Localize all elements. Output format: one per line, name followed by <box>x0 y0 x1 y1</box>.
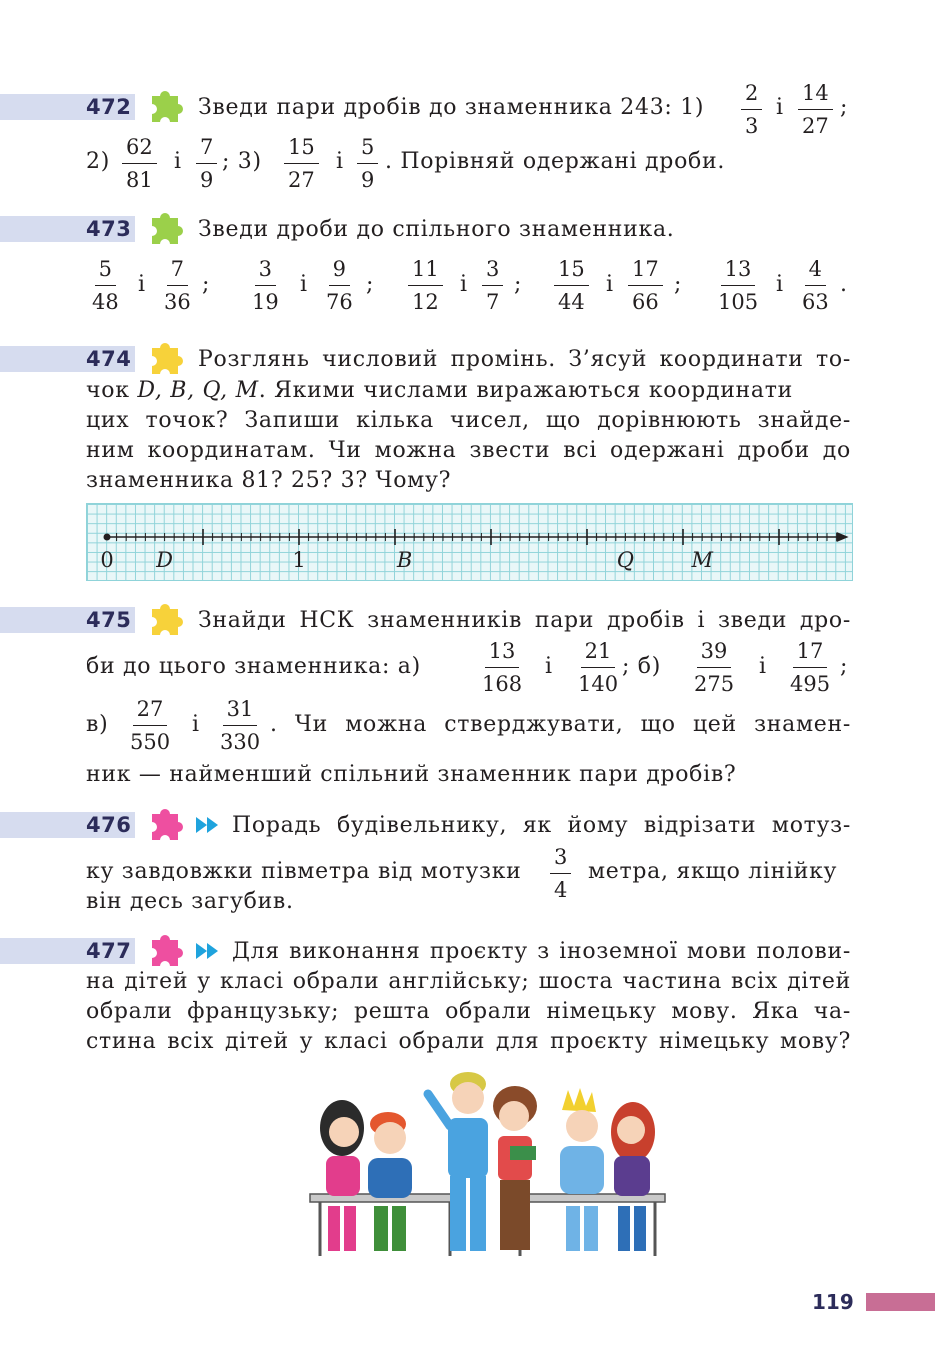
ray-point-label: B <box>396 548 413 572</box>
punctuation: ; <box>514 272 523 297</box>
fraction: $\frac{7}{9}$ <box>196 134 217 193</box>
task-472-line-2-end: . Порівняй одержані дроби. <box>385 149 726 174</box>
conjunction: і <box>545 654 553 679</box>
task-477-line-2: на дітей у класі обрали англійську; шоста частина всіх дітей <box>86 969 851 994</box>
number-ray <box>87 504 852 580</box>
task-477-line-3: обрали французьку; решта обрали німецьку мову. Яка ча- <box>86 999 851 1024</box>
semicolon: ; <box>840 654 849 679</box>
conjunction: і <box>174 149 182 174</box>
double-arrow-icon <box>196 817 220 833</box>
task-474-line-2: чок D, B, Q, M. Якими числами виражаються координати <box>86 378 793 403</box>
fraction: $\frac{5}{48}$ <box>92 257 119 314</box>
fraction: $\frac{13}{105}$ <box>718 257 759 314</box>
conjunction: і <box>460 272 468 297</box>
fraction: $\frac{21}{140}$ <box>578 639 619 696</box>
puzzle-piece-yellow-icon <box>146 601 186 637</box>
punctuation: ; <box>366 272 375 297</box>
item-label: в) <box>86 712 109 737</box>
task-475-line-1: Знайди НСК знаменників пари дробів і зведи дро- <box>198 608 851 633</box>
task-number: 475 <box>86 608 132 632</box>
task-472-line-1: Зведи пари дробів до знаменника 243: 1) <box>198 95 705 120</box>
task-475-line-2: би до цього знаменника: а) <box>86 654 421 679</box>
fraction: $\frac{3}{7}$ <box>482 256 503 315</box>
item-label: ; б) <box>622 654 662 679</box>
ray-point-label: Q <box>616 548 635 572</box>
fraction: $\frac{3}{19}$ <box>252 257 279 314</box>
fraction: $\frac{15}{44}$ <box>554 256 589 315</box>
puzzle-piece-yellow-icon <box>146 340 186 376</box>
task-475-line-3: . Чи можна стверджувати, що цей знамен- <box>270 712 851 737</box>
fraction: $\frac{39}{275}$ <box>694 639 735 696</box>
page-number: 119 <box>812 1290 854 1314</box>
puzzle-piece-pink-icon <box>146 806 186 842</box>
ray-point-label: D <box>156 548 174 572</box>
task-number: 477 <box>86 939 132 963</box>
fraction: $\frac{13}{168}$ <box>482 639 523 696</box>
task-476-line-3: він десь загубив. <box>86 889 294 914</box>
ray-point-label: M <box>691 548 713 572</box>
conjunction: і <box>138 272 146 297</box>
task-473-line-1: Зведи дроби до спільного знаменника. <box>198 217 675 242</box>
task-number: 472 <box>86 95 132 119</box>
conjunction: і <box>336 149 344 174</box>
task-474-line-5: знаменника 81? 25? 3? Чому? <box>86 468 452 493</box>
conjunction: і <box>300 272 308 297</box>
fraction: $\frac{2}{3}$ <box>741 80 762 139</box>
task-number: 473 <box>86 217 132 241</box>
fraction: $\frac{31}{330}$ <box>220 697 261 754</box>
task-475-line-4: ник — найменший спільний знаменник пари дробів? <box>86 762 737 787</box>
conjunction: і <box>776 95 784 120</box>
fraction: $\frac{4}{63}$ <box>802 257 829 314</box>
fraction: $\frac{9}{76}$ <box>326 257 353 314</box>
fraction: $\frac{5}{9}$ <box>357 134 378 193</box>
fraction: $\frac{62}{81}$ <box>122 134 157 193</box>
punctuation: ; <box>202 272 211 297</box>
item-label: 2) <box>86 149 110 174</box>
double-arrow-icon <box>196 943 220 959</box>
puzzle-piece-pink-icon <box>146 932 186 968</box>
fraction: $\frac{11}{12}$ <box>408 256 443 315</box>
fraction: $\frac{17}{66}$ <box>628 256 663 315</box>
fraction: $\frac{15}{27}$ <box>284 134 319 193</box>
ray-arrowhead <box>837 532 849 542</box>
task-477-line-1: Для виконання проєкту з іноземної мови полови- <box>232 939 851 964</box>
ray-origin-dot <box>104 534 111 541</box>
fraction: $\frac{27}{550}$ <box>130 697 171 754</box>
task-474-line-4: ним координатам. Чи можна звести всі одержані дроби до <box>86 438 851 463</box>
task-number: 474 <box>86 347 132 371</box>
number-ray-grid <box>86 503 853 581</box>
task-number: 476 <box>86 813 132 837</box>
conjunction: і <box>606 272 614 297</box>
conjunction: і <box>776 272 784 297</box>
semicolon: ; <box>840 95 849 120</box>
children-at-desks-illustration <box>300 1066 670 1266</box>
task-476-line-2-end: метра, якщо лінійку <box>588 859 838 884</box>
fraction: $\frac{7}{36}$ <box>164 257 191 314</box>
conjunction: і <box>192 712 200 737</box>
item-label: ; 3) <box>222 149 262 174</box>
puzzle-piece-green-icon <box>146 210 186 246</box>
task-474-line-3: цих точок? Запиши кілька чисел, що дорівнюють знайде- <box>86 408 851 433</box>
ray-label-one: 1 <box>292 548 306 572</box>
punctuation: . <box>840 272 848 297</box>
task-476-line-2: ку завдовжки півметра від мотузки <box>86 859 522 884</box>
ray-label-zero: 0 <box>100 548 114 572</box>
conjunction: і <box>759 654 767 679</box>
puzzle-piece-green-icon <box>146 88 186 124</box>
task-477-line-4: стина всіх дітей у класі обрали для проєкту німецьку мову? <box>86 1029 851 1054</box>
fraction: $\frac{14}{27}$ <box>798 80 833 139</box>
fraction: $\frac{3}{4}$ <box>550 844 571 903</box>
punctuation: ; <box>674 272 683 297</box>
task-476-line-1: Порадь будівельнику, як йому відрізати мотуз- <box>232 813 851 838</box>
page-number-bar <box>866 1293 935 1311</box>
task-474-line-1: Розглянь числовий промінь. З’ясуй координати то- <box>198 347 851 372</box>
fraction: $\frac{17}{495}$ <box>790 639 831 696</box>
